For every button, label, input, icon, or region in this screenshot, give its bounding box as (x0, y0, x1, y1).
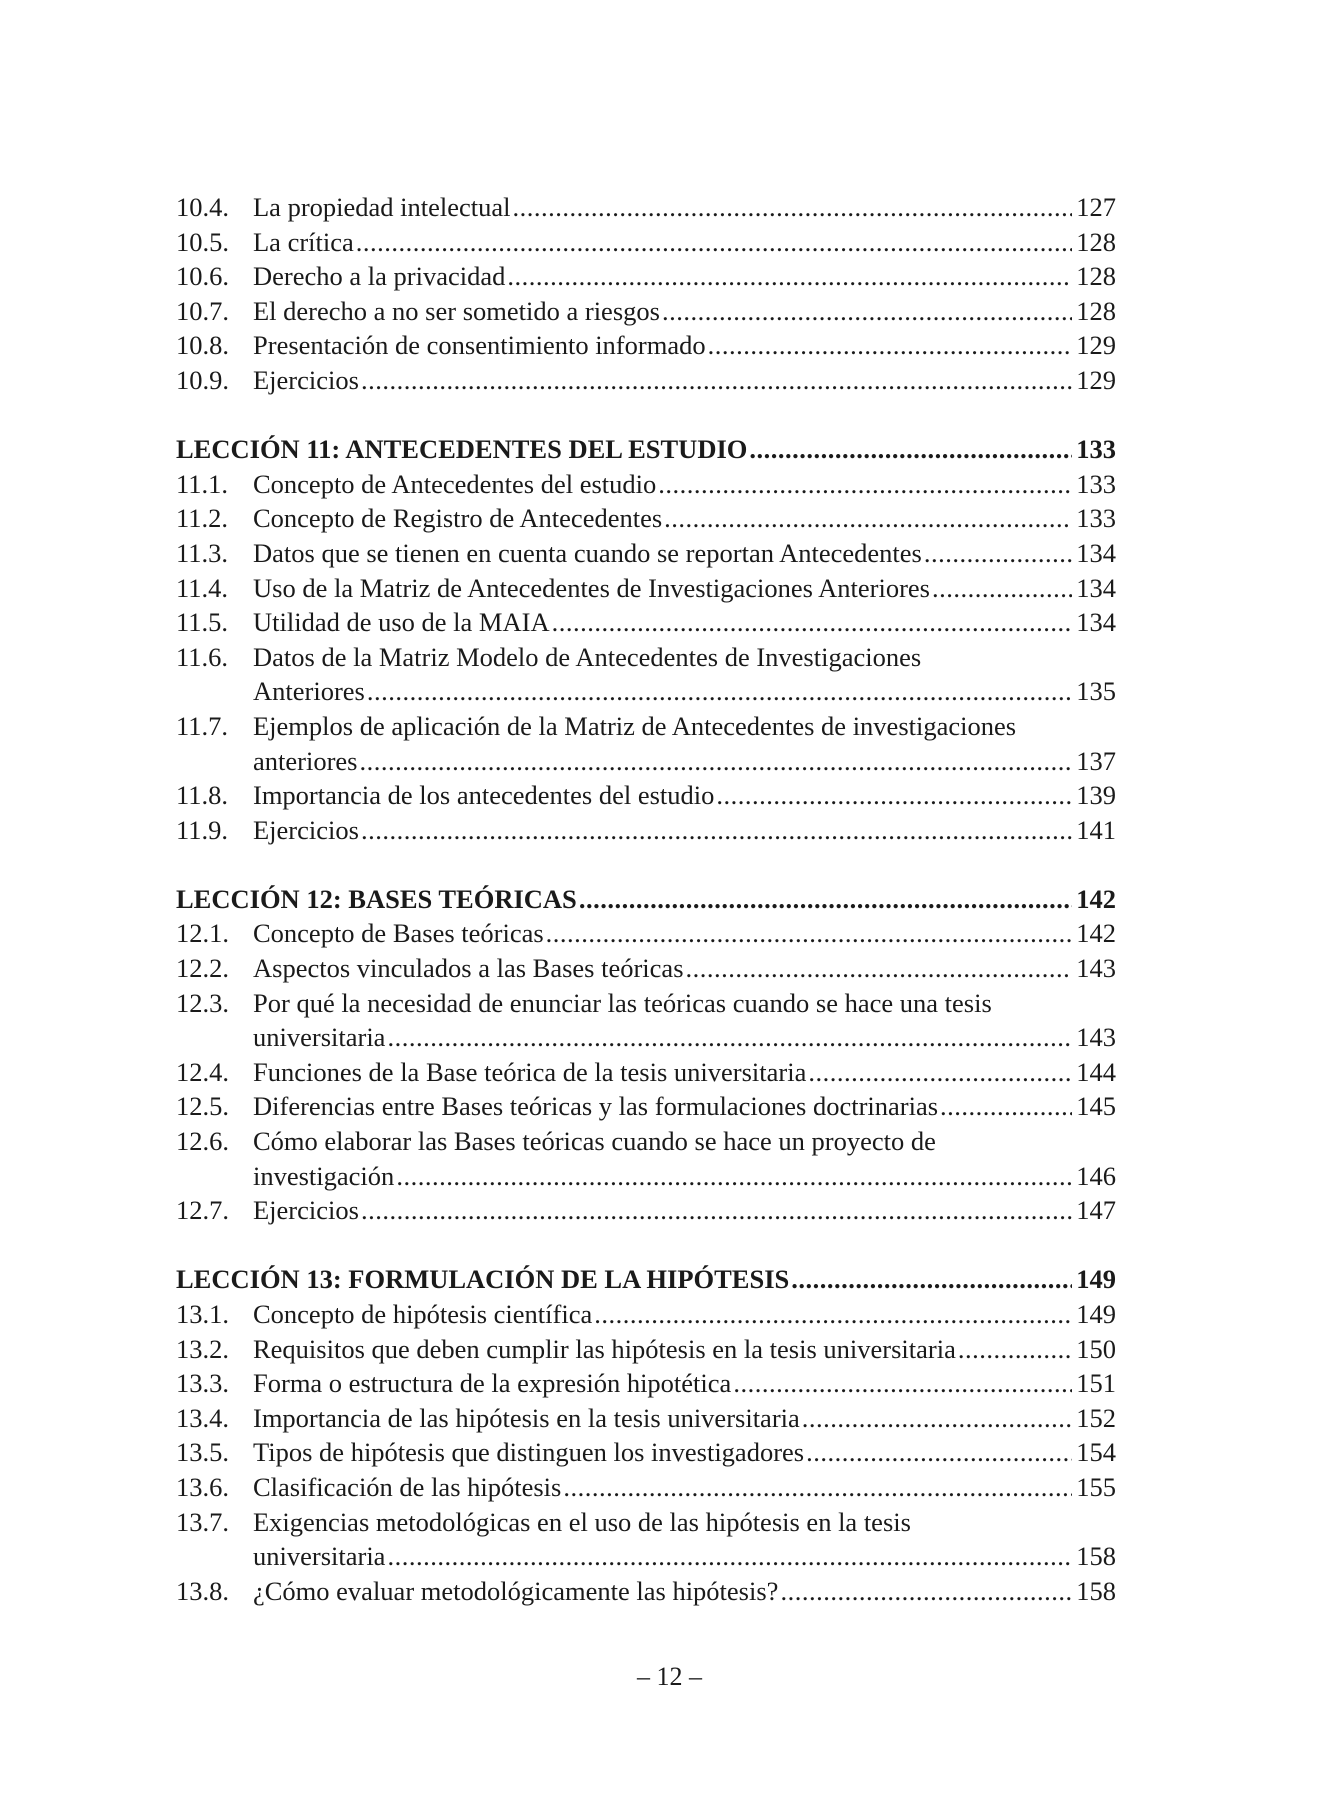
dot-leader (924, 536, 1072, 571)
entry-page-number: 154 (1076, 1437, 1116, 1468)
toc-entry[interactable] (176, 190, 1116, 225)
toc-entry[interactable] (176, 1193, 1116, 1228)
entry-title: Importancia de los antecedentes del estudio (253, 780, 715, 811)
toc-chapter-heading[interactable] (176, 432, 1116, 467)
toc-entry[interactable] (176, 1332, 1116, 1367)
entry-title: La propiedad intelectual (253, 192, 511, 222)
entry-number: 11.9. (176, 814, 229, 845)
dot-leader (780, 1574, 1072, 1609)
entry-page-number: 129 (1076, 330, 1116, 361)
dot-leader (552, 605, 1072, 640)
entry-number: 11.5. (176, 607, 229, 638)
entry-page-number: 155 (1076, 1471, 1116, 1502)
dot-leader (361, 363, 1072, 398)
entry-page-number: 149 (1076, 1299, 1116, 1329)
toc-entry[interactable] (176, 1435, 1116, 1470)
entry-page-number: 147 (1076, 1195, 1116, 1226)
dot-leader (808, 1055, 1072, 1090)
dot-leader (563, 1470, 1072, 1505)
entry-number: 12.4. (176, 1056, 229, 1087)
dot-leader (387, 1539, 1072, 1574)
dot-leader (367, 674, 1072, 709)
entry-page-number: 134 (1076, 607, 1116, 638)
toc-entry[interactable] (176, 363, 1116, 398)
toc-entry[interactable] (176, 1366, 1116, 1401)
entry-number: 11.7. (176, 710, 229, 741)
entry-number: 13.8. (176, 1575, 229, 1606)
entry-page-number: 139 (1076, 780, 1116, 811)
entry-title: El derecho a no ser sometido a riesgos (253, 295, 660, 326)
entry-number: 12.2. (176, 953, 229, 984)
entry-number: 11.1. (176, 468, 229, 499)
dot-leader (749, 432, 1072, 467)
toc-entry[interactable] (176, 536, 1116, 571)
chapter-title: LECCIÓN 13: FORMULACIÓN DE LA HIPÓTESIS (176, 1264, 790, 1295)
dot-leader (708, 328, 1072, 363)
toc-entry[interactable] (176, 951, 1116, 986)
dot-leader (359, 744, 1072, 779)
entry-page-number: 133 (1076, 468, 1116, 499)
entry-number: 13.1. (176, 1299, 229, 1329)
entry-page-number: 151 (1076, 1368, 1116, 1399)
dot-leader (658, 467, 1072, 502)
dot-leader (664, 501, 1072, 536)
entry-title: Ejercicios (253, 364, 359, 395)
entry-title: Concepto de Antecedentes del estudio (253, 468, 657, 499)
dot-leader (791, 1262, 1072, 1297)
entry-page-number: 129 (1076, 364, 1116, 395)
toc-entry[interactable] (176, 259, 1116, 294)
toc-entry[interactable] (176, 225, 1116, 260)
entry-title: Utilidad de uso de la MAIA (253, 607, 550, 638)
entry-title: Clasificación de las hipótesis (253, 1471, 562, 1502)
chapter-title: LECCIÓN 12: BASES TEÓRICAS (176, 883, 577, 914)
entry-title: Uso de la Matriz de Antecedentes de Investigaciones Anteriores (253, 572, 930, 603)
section-gap (176, 847, 1116, 882)
dot-leader (686, 951, 1072, 986)
toc-entry[interactable] (176, 328, 1116, 363)
entry-number: 10.4. (176, 192, 229, 222)
toc-entry-continuation[interactable] (176, 744, 1116, 779)
dot-leader (802, 1401, 1072, 1436)
dot-leader (579, 882, 1072, 917)
entry-number: 12.6. (176, 1126, 229, 1157)
entry-title: Exigencias metodológicas en el uso de las hipótesis en la tesis (253, 1506, 911, 1537)
entry-number: 11.8. (176, 780, 229, 811)
dot-leader (733, 1366, 1072, 1401)
entry-page-number: 143 (1076, 1022, 1116, 1053)
entry-number: 10.6. (176, 261, 229, 292)
dot-leader (387, 1020, 1072, 1055)
entry-page-number: 146 (1076, 1160, 1116, 1191)
toc-entry[interactable] (176, 640, 1116, 675)
chapter-page-number: 142 (1076, 883, 1116, 914)
entry-title: Ejercicios (253, 814, 359, 845)
dot-leader (546, 916, 1072, 951)
toc-entry-continuation[interactable] (176, 1539, 1116, 1574)
entry-number: 11.4. (176, 572, 229, 603)
toc-entry[interactable] (176, 1055, 1116, 1090)
entry-title: Datos que se tienen en cuenta cuando se reportan Antecedentes (253, 537, 922, 568)
dot-leader (356, 225, 1072, 260)
chapter-page-number: 133 (1076, 434, 1116, 465)
entry-title: ¿Cómo evaluar metodológicamente las hipótesis? (253, 1575, 779, 1606)
entry-page-number: 142 (1076, 918, 1116, 949)
entry-number: 13.5. (176, 1437, 229, 1468)
dot-leader (361, 1193, 1072, 1228)
entry-page-number: 143 (1076, 953, 1116, 984)
toc-entry[interactable] (176, 778, 1116, 813)
toc-chapter-heading[interactable] (176, 1262, 1116, 1297)
entry-page-number: 152 (1076, 1402, 1116, 1433)
entry-page-number: 134 (1076, 537, 1116, 568)
toc-entry[interactable] (176, 1574, 1116, 1609)
entry-title-continuation: universitaria (253, 1022, 386, 1053)
entry-title: Diferencias entre Bases teóricas y las formulaciones doctrinarias (253, 1091, 939, 1122)
entry-title: Forma o estructura de la expresión hipotética (253, 1368, 732, 1399)
dot-leader (361, 813, 1072, 848)
entry-title-continuation: universitaria (253, 1541, 386, 1572)
toc-entry[interactable] (176, 1089, 1116, 1124)
dot-leader (396, 1159, 1072, 1194)
entry-page-number: 134 (1076, 572, 1116, 603)
toc-entry[interactable] (176, 1505, 1116, 1540)
entry-title: Tipos de hipótesis que distinguen los investigadores (253, 1437, 805, 1468)
toc-entry[interactable] (176, 986, 1116, 1021)
entry-page-number: 158 (1076, 1575, 1116, 1606)
toc-entry-continuation[interactable] (176, 1159, 1116, 1194)
toc-entry[interactable] (176, 571, 1116, 606)
toc-entry-continuation[interactable] (176, 674, 1116, 709)
entry-number: 12.7. (176, 1195, 229, 1226)
dot-leader (958, 1332, 1072, 1367)
toc-entry-continuation[interactable] (176, 1020, 1116, 1055)
entry-number: 13.2. (176, 1333, 229, 1364)
entry-number: 13.3. (176, 1368, 229, 1399)
entry-page-number: 135 (1076, 676, 1116, 707)
entry-page-number: 137 (1076, 745, 1116, 776)
entry-number: 13.6. (176, 1471, 229, 1502)
section-gap (176, 1228, 1116, 1263)
entry-title: Concepto de hipótesis científica (253, 1299, 593, 1329)
entry-page-number: 144 (1076, 1056, 1116, 1087)
entry-number: 11.2. (176, 503, 229, 534)
entry-number: 11.6. (176, 641, 229, 672)
toc-entry[interactable] (176, 813, 1116, 848)
entry-title-continuation: anteriores (253, 745, 358, 776)
dot-leader (940, 1089, 1072, 1124)
entry-title: Ejemplos de aplicación de la Matriz de Antecedentes de investigaciones (253, 710, 1017, 741)
toc-entry[interactable] (176, 916, 1116, 951)
entry-number: 10.8. (176, 330, 229, 361)
entry-number: 10.5. (176, 226, 229, 257)
chapter-page-number: 149 (1076, 1264, 1116, 1295)
entry-title: Aspectos vinculados a las Bases teóricas (253, 953, 684, 984)
toc-entry[interactable] (176, 467, 1116, 502)
entry-title: La crítica (253, 226, 354, 257)
entry-number: 10.7. (176, 295, 229, 326)
dot-leader (806, 1435, 1072, 1470)
entry-page-number: 128 (1076, 261, 1116, 292)
section-gap (176, 398, 1116, 433)
entry-page-number: 150 (1076, 1333, 1116, 1364)
toc-entry[interactable] (176, 294, 1116, 329)
toc-entry[interactable] (176, 501, 1116, 536)
toc-entry[interactable] (176, 1401, 1116, 1436)
entry-page-number: 145 (1076, 1091, 1116, 1122)
toc-entry[interactable] (176, 1297, 1116, 1332)
toc-entry[interactable] (176, 1124, 1116, 1159)
table-of-contents (176, 190, 1116, 1608)
entry-title: Funciones de la Base teórica de la tesis universitaria (253, 1056, 807, 1087)
dot-leader (716, 778, 1072, 813)
dot-leader (594, 1297, 1072, 1332)
entry-page-number: 127 (1076, 192, 1116, 222)
entry-title: Importancia de las hipótesis en la tesis universitaria (253, 1402, 800, 1433)
toc-chapter-heading[interactable] (176, 882, 1116, 917)
entry-title: Concepto de Bases teóricas (253, 918, 544, 949)
entry-title: Requisitos que deben cumplir las hipótesis en la tesis universitaria (253, 1333, 956, 1364)
entry-number: 12.1. (176, 918, 229, 949)
entry-title: Datos de la Matriz Modelo de Antecedentes de Investigaciones (253, 641, 922, 672)
entry-title-continuation: investigación (253, 1160, 395, 1191)
toc-entry[interactable] (176, 1470, 1116, 1505)
entry-number: 10.9. (176, 364, 229, 395)
entry-title: Ejercicios (253, 1195, 359, 1226)
entry-title: Cómo elaborar las Bases teóricas cuando se hace un proyecto de (253, 1126, 936, 1157)
entry-title: Derecho a la privacidad (253, 261, 506, 292)
entry-title: Concepto de Registro de Antecedentes (253, 503, 663, 534)
dot-leader (662, 294, 1072, 329)
chapter-title: LECCIÓN 11: ANTECEDENTES DEL ESTUDIO (176, 434, 748, 465)
dot-leader (932, 571, 1072, 606)
dot-leader (507, 259, 1072, 294)
entry-page-number: 141 (1076, 814, 1116, 845)
page-number-footer: – 12 – (637, 1662, 702, 1691)
entry-number: 13.4. (176, 1402, 229, 1433)
entry-page-number: 128 (1076, 226, 1116, 257)
entry-title: Por qué la necesidad de enunciar las teóricas cuando se hace una tesis (253, 987, 992, 1018)
toc-entry[interactable] (176, 605, 1116, 640)
entry-number: 12.5. (176, 1091, 229, 1122)
entry-page-number: 128 (1076, 295, 1116, 326)
dot-leader (513, 190, 1072, 225)
entry-number: 13.7. (176, 1506, 229, 1537)
entry-title: Presentación de consentimiento informado (253, 330, 706, 361)
entry-page-number: 133 (1076, 503, 1116, 534)
entry-number: 12.3. (176, 987, 229, 1018)
toc-entry[interactable] (176, 709, 1116, 744)
entry-title-continuation: Anteriores (253, 676, 365, 707)
entry-page-number: 158 (1076, 1541, 1116, 1572)
entry-number: 11.3. (176, 537, 229, 568)
